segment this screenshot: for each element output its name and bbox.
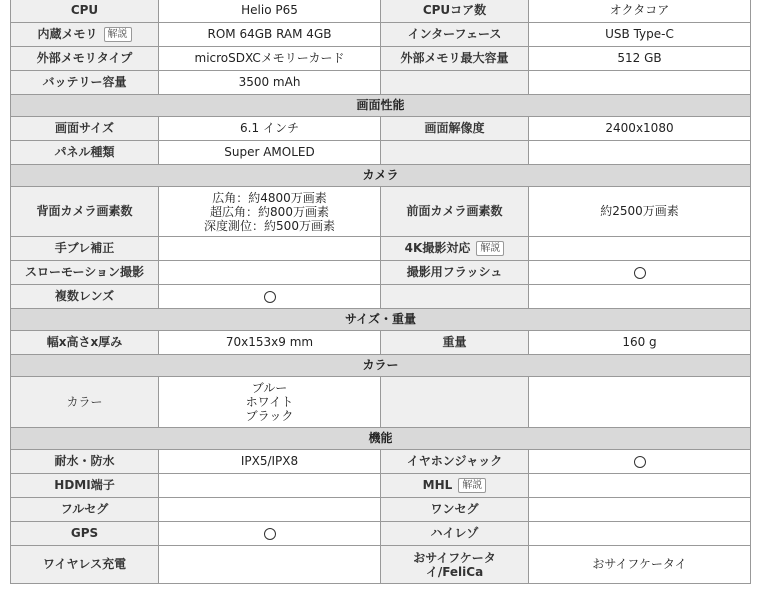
spec-label-cell (11, 331, 159, 355)
spec-label-cell (381, 261, 529, 285)
section-header-row (11, 165, 751, 187)
spec-value-cell (529, 71, 751, 95)
spec-value: 160 g (622, 335, 657, 349)
spec-label: 外部メモリタイプ (36, 51, 133, 65)
spec-label: 画面サイズ (54, 121, 115, 135)
spec-label-cell (381, 285, 529, 309)
spec-row (11, 474, 751, 498)
spec-label-cell (11, 546, 159, 584)
spec-row (11, 285, 751, 309)
spec-value-cell (529, 546, 751, 584)
spec-value-cell (159, 237, 381, 261)
spec-value: おサイフケータイ (592, 557, 687, 571)
spec-label: 撮影用フラッシュ (406, 265, 503, 279)
spec-label: カラー (66, 394, 103, 409)
spec-text-line: 広角：約4800万画素 (212, 190, 327, 205)
spec-value-cell (529, 522, 751, 546)
spec-label: パネル種類 (54, 145, 115, 159)
spec-value-cell (159, 285, 381, 309)
spec-text-line: ブラック (245, 409, 294, 423)
section-header-row (11, 95, 751, 117)
spec-value: 2400x1080 (605, 121, 674, 135)
spec-value-cell (529, 377, 751, 428)
spec-value-cell (159, 474, 381, 498)
spec-row (11, 237, 751, 261)
spec-value: microSDXCメモリーカード (194, 51, 345, 65)
spec-value: 6.1 インチ (240, 121, 299, 135)
spec-label-cell (381, 546, 529, 584)
spec-value-cell (159, 141, 381, 165)
spec-label-cell (11, 117, 159, 141)
spec-value-cell (529, 261, 751, 285)
spec-label-cell (381, 522, 529, 546)
spec-value-cell (159, 522, 381, 546)
spec-label-cell (11, 0, 159, 23)
spec-label-cell (381, 331, 529, 355)
spec-row (11, 141, 751, 165)
spec-label-cell (381, 187, 529, 237)
spec-text-line: ブルー (251, 381, 288, 395)
spec-label: 重量 (442, 335, 467, 349)
spec-value: 3500 mAh (238, 75, 301, 89)
spec-value: USB Type-C (605, 27, 674, 41)
spec-table (10, 0, 751, 584)
spec-text-line: おサイフケータ (413, 550, 496, 565)
spec-label-cell (11, 261, 159, 285)
spec-text-line: 深度測位：約500万画素 (204, 218, 335, 233)
explanation-button[interactable]: 解説 (476, 241, 504, 256)
section-title: 画面性能 (11, 95, 751, 117)
spec-label-cell (11, 285, 159, 309)
spec-label: 前面カメラ画素数 (406, 204, 503, 218)
spec-value: 70x153x9 mm (225, 335, 314, 349)
spec-label-cell (381, 237, 529, 261)
spec-text-line: イ/FeliCa (425, 564, 484, 579)
spec-label-cell (381, 23, 529, 47)
spec-row (11, 117, 751, 141)
spec-label-cell (381, 47, 529, 71)
spec-label: 幅x高さx厚み (46, 335, 123, 349)
spec-text-line: ホワイト (245, 395, 294, 409)
spec-value-cell (529, 498, 751, 522)
spec-value-cell (529, 474, 751, 498)
section-title: サイズ・重量 (11, 309, 751, 331)
spec-label: ワンセグ (430, 502, 479, 516)
spec-label-cell (11, 141, 159, 165)
spec-label-cell (11, 187, 159, 237)
spec-value-cell (159, 331, 381, 355)
supported-circle-icon (264, 528, 276, 540)
spec-row (11, 0, 751, 23)
supported-circle-icon (634, 267, 646, 279)
spec-value-cell (529, 141, 751, 165)
spec-value: Super AMOLED (224, 145, 315, 159)
spec-label-cell (11, 47, 159, 71)
spec-value-cell (529, 237, 751, 261)
spec-label: GPS (70, 526, 99, 540)
spec-label: 画面解像度 (424, 121, 485, 135)
spec-value-cell (159, 187, 381, 237)
explanation-button[interactable]: 解説 (458, 478, 486, 493)
spec-value-cell (529, 47, 751, 71)
spec-label-cell (381, 0, 529, 23)
spec-value-cell (159, 23, 381, 47)
spec-label-cell (11, 377, 159, 428)
spec-value: Helio P65 (241, 3, 298, 17)
spec-label: CPUコア数 (422, 3, 487, 17)
spec-label: スローモーション撮影 (24, 265, 145, 279)
spec-label: インターフェース (407, 27, 502, 41)
spec-label-cell (381, 141, 529, 165)
spec-label: 背面カメラ画素数 (36, 204, 133, 218)
spec-value-cell (529, 285, 751, 309)
supported-circle-icon (634, 456, 646, 468)
spec-row (11, 498, 751, 522)
spec-value: オクタコア (609, 3, 670, 17)
spec-row (11, 71, 751, 95)
spec-value-cell (159, 546, 381, 584)
spec-value-cell (159, 377, 381, 428)
spec-row (11, 47, 751, 71)
spec-value-cell (159, 47, 381, 71)
spec-value-cell (529, 331, 751, 355)
spec-row (11, 522, 751, 546)
spec-value-cell (159, 0, 381, 23)
spec-value: 512 GB (617, 51, 662, 65)
spec-label: 内蔵メモリ (37, 27, 98, 41)
spec-label-cell (11, 23, 159, 47)
spec-label: MHL (422, 478, 453, 492)
spec-label-cell (381, 498, 529, 522)
spec-row (11, 331, 751, 355)
spec-row (11, 377, 751, 428)
spec-value-cell (529, 187, 751, 237)
spec-label: ハイレゾ (430, 526, 479, 540)
explanation-button[interactable]: 解説 (104, 27, 132, 42)
spec-label: CPU (70, 3, 99, 17)
spec-value-cell (159, 498, 381, 522)
spec-value-cell (529, 450, 751, 474)
spec-label-cell (11, 71, 159, 95)
spec-label-cell (381, 474, 529, 498)
spec-label: 4K撮影対応 (404, 241, 471, 255)
spec-label-cell (11, 522, 159, 546)
spec-label-cell (11, 474, 159, 498)
section-header-row (11, 428, 751, 450)
spec-label-cell (381, 71, 529, 95)
spec-label-cell (381, 450, 529, 474)
spec-label: HDMI端子 (54, 478, 115, 492)
spec-label-cell (11, 498, 159, 522)
spec-label: フルセグ (60, 502, 109, 516)
spec-label-cell (11, 237, 159, 261)
spec-value-cell (159, 117, 381, 141)
spec-value-cell (159, 71, 381, 95)
spec-row (11, 23, 751, 47)
spec-value-cell (159, 450, 381, 474)
section-title: 機能 (11, 428, 751, 450)
spec-label: バッテリー容量 (42, 75, 127, 89)
spec-label: 外部メモリ最大容量 (400, 51, 509, 65)
spec-value-cell (159, 261, 381, 285)
spec-value-cell (529, 117, 751, 141)
spec-value-cell (529, 23, 751, 47)
section-header-row (11, 309, 751, 331)
section-title: カメラ (11, 165, 751, 187)
spec-label: イヤホンジャック (406, 454, 503, 468)
spec-label: 複数レンズ (54, 289, 115, 303)
supported-circle-icon (264, 291, 276, 303)
section-title: カラー (11, 355, 751, 377)
spec-label-cell (11, 450, 159, 474)
spec-label: ワイヤレス充電 (42, 557, 127, 571)
spec-row (11, 187, 751, 237)
spec-label: 耐水・防水 (54, 454, 115, 468)
spec-label: 手ブレ補正 (54, 241, 115, 255)
spec-value: IPX5/IPX8 (240, 454, 299, 468)
spec-row (11, 261, 751, 285)
spec-value: 約2500万画素 (600, 204, 679, 218)
spec-label-cell (381, 117, 529, 141)
spec-value-cell (529, 0, 751, 23)
spec-value: ROM 64GB RAM 4GB (207, 27, 332, 41)
spec-row (11, 546, 751, 584)
spec-row (11, 450, 751, 474)
section-header-row (11, 355, 751, 377)
spec-text-line: 超広角：約800万画素 (210, 204, 329, 219)
spec-label-cell (381, 377, 529, 428)
